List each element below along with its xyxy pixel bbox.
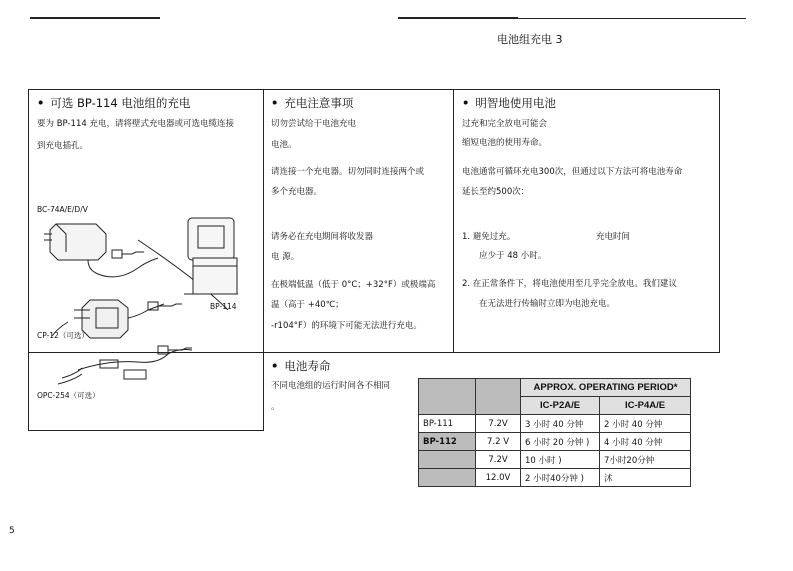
wise-line-7: 应少于 48 小时。	[479, 251, 547, 261]
column-divider-2	[453, 89, 454, 353]
table-cell-battery	[419, 469, 476, 487]
table-row	[419, 433, 691, 451]
wise-line-5: 1. 避免过充。	[462, 232, 516, 242]
life-line-2: 。	[271, 402, 280, 412]
table-header-row	[419, 379, 691, 397]
table-row	[419, 469, 691, 487]
table-cell-p2	[521, 433, 600, 451]
table-cell-sep: )	[580, 473, 584, 484]
operating-period-table	[418, 378, 691, 487]
notes-line-4: 多个充电器。	[271, 187, 323, 197]
optional-line-1: 要为 BP-114 充电，请将壁式充电器或可选电缆连接	[37, 119, 234, 129]
header-rule-thin	[518, 18, 746, 19]
notes-line-5: 请务必在充电期间将收发器	[271, 232, 374, 242]
table-cell-voltage: 7.2V	[476, 415, 521, 433]
table-corner-cell	[476, 379, 521, 415]
notes-line-2: 电池。	[271, 140, 297, 150]
notes-line-7: 在极端低温（低于 0°C；+32°F）或极端高	[271, 280, 436, 290]
table-header-title: APPROX. OPERATING PERIOD*	[521, 379, 691, 397]
notes-line-1: 切勿尝试给干电池充电	[271, 119, 357, 129]
section-title-notes: • 充电注意事项	[271, 96, 354, 110]
table-cell-p4: 7小时20分钟	[600, 451, 691, 469]
table-cell-voltage: 7.2 V	[476, 433, 521, 451]
wise-line-2: 缩短电池的使用寿命。	[462, 138, 548, 148]
table-cell-p2: 3 小时 40 分钟	[521, 415, 600, 433]
table-cell-battery	[419, 451, 476, 469]
table-col-p2: IC-P2A/E	[521, 397, 600, 415]
section-title-life: • 电池寿命	[271, 359, 331, 373]
notes-line-9: -r104°F）的环境下可能无法进行充电。	[271, 321, 422, 331]
label-bp114: BP-114	[210, 302, 237, 311]
row-divider	[263, 352, 720, 353]
table-row	[419, 451, 691, 469]
table-cell-sep: )	[558, 455, 562, 466]
table-cell-p2-text: 10 小时	[525, 455, 556, 466]
section-title-wise: • 明智地使用电池	[462, 96, 556, 110]
table-cell-voltage: 7.2V	[476, 451, 521, 469]
table-cell-battery: BP-112	[419, 433, 476, 451]
table-col-p4: IC-P4A/E	[600, 397, 691, 415]
wise-line-3: 电池通常可循环充电300次，但通过以下方法可将电池寿命	[462, 167, 683, 177]
page-header: 电池组充电 3	[497, 33, 563, 46]
label-opc254: OPC-254（可选）	[37, 391, 100, 400]
label-bc74: BC-74A/E/D/V	[37, 205, 88, 214]
table-row	[419, 415, 691, 433]
table-cell-p2-text: 6 小时 20 分钟	[525, 437, 584, 448]
header-rule-right	[398, 17, 518, 19]
table-cell-battery: BP-111	[419, 415, 476, 433]
optional-line-2: 到充电插孔。	[37, 141, 89, 151]
page-number: 5	[9, 526, 15, 536]
notes-line-8: 温（高于 +40℃；	[271, 300, 344, 310]
left-frame-bottom	[28, 430, 264, 431]
section-title-optional: • 可选 BP-114 电池组的充电	[37, 96, 191, 110]
wise-line-1: 过充和完全放电可能会	[462, 119, 548, 129]
table-cell-p2-text: 2 小时40分钟	[525, 473, 578, 484]
table-corner-cell	[419, 379, 476, 415]
wise-line-8: 2. 在正常条件下，将电池使用至几乎完全放电。我们建议	[462, 279, 677, 289]
wise-line-6: 充电时间	[596, 232, 631, 242]
table-cell-sep: )	[586, 437, 590, 448]
wise-line-9: 在无法进行传输时立即为电池充电。	[479, 299, 616, 309]
notes-line-3: 请连接一个充电器。切勿同时连接两个或	[271, 167, 425, 177]
table-cell-p4: 4 小时 40 分钟	[600, 433, 691, 451]
table-cell-p2	[521, 469, 600, 487]
table-cell-p4: 2 小时 40 分钟	[600, 415, 691, 433]
table-cell-p2	[521, 451, 600, 469]
notes-line-6: 电 源。	[271, 252, 300, 262]
table-cell-p4: 沭	[600, 469, 691, 487]
label-cp12: CP-12（可选）	[37, 331, 89, 340]
table-cell-voltage: 12.0V	[476, 469, 521, 487]
wise-line-4: 延长至约500次：	[462, 187, 530, 197]
header-rule-left	[30, 17, 160, 19]
life-line-1: 不同电池组的运行时间各不相同	[271, 381, 391, 391]
